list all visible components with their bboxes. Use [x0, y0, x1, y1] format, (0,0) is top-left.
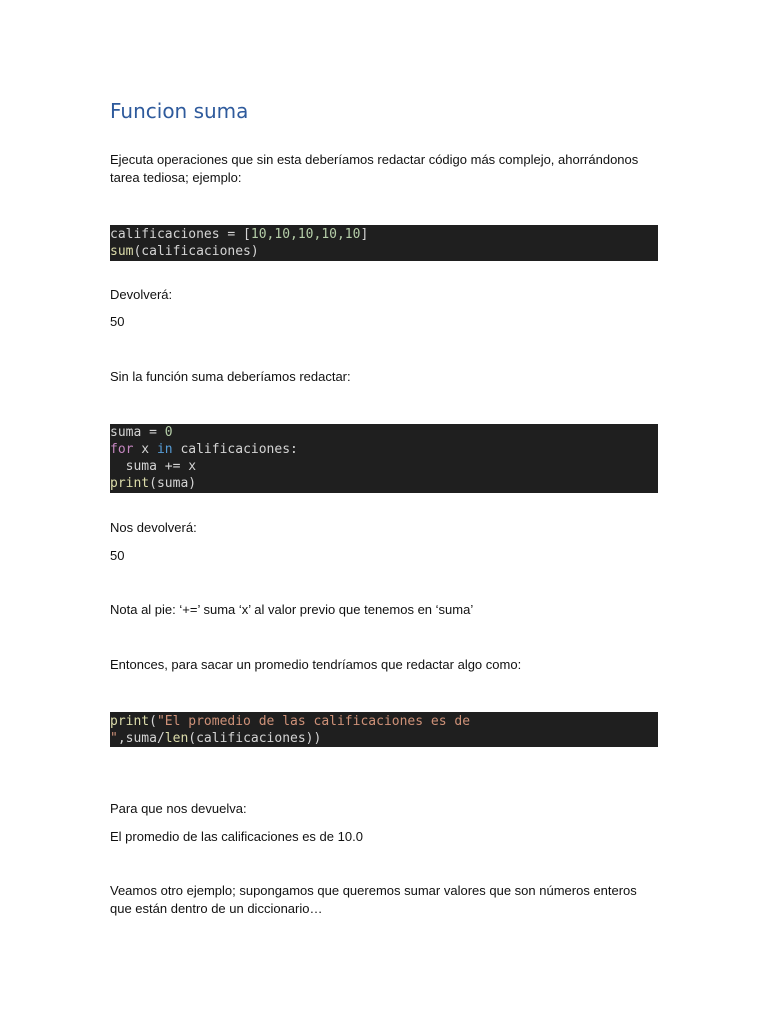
code-token: calificaciones — [110, 227, 220, 242]
intro-paragraph: Ejecuta operaciones que sin esta deberíamos redactar código más complejo, ahorrándonos tarea tediosa; ejemplo: — [110, 152, 639, 185]
code-token: len — [164, 731, 189, 746]
code-token: (calificaciones)) — [188, 731, 322, 746]
code-block-loop — [110, 424, 658, 493]
result-value: 50 — [110, 314, 125, 329]
code-token: sum — [110, 244, 134, 259]
code-token: suma = — [110, 425, 165, 440]
code-token: in — [156, 442, 173, 457]
code-token: ] — [360, 227, 369, 242]
code-token: 10,10,10,10,10 — [250, 227, 361, 242]
para-que-label: Para que nos devuelva: — [110, 801, 247, 816]
code-token: "El promedio de las calificaciones es de — [156, 714, 471, 729]
sin-funcion-paragraph: Sin la función suma deberíamos redactar: — [110, 369, 351, 384]
page-title: Funcion suma — [110, 99, 249, 123]
nos-devolvera-label: Nos devolverá: — [110, 520, 197, 535]
code-token: print — [110, 476, 150, 491]
footnote-paragraph: Nota al pie: ‘+=’ suma ‘x’ al valor previo que tenemos en ‘suma’ — [110, 602, 474, 617]
code-token: 0 — [164, 425, 173, 440]
code-token: " — [110, 731, 118, 746]
result-value: 50 — [110, 548, 125, 563]
code-token: suma += x — [110, 459, 197, 474]
entonces-paragraph: Entonces, para sacar un promedio tendríamos que redactar algo como: — [110, 657, 522, 672]
code-token: calificaciones: — [172, 442, 298, 457]
code-token: x — [133, 442, 157, 457]
code-token: (suma) — [149, 476, 197, 491]
code-block-sum — [110, 225, 658, 261]
veamos-paragraph: Veamos otro ejemplo; supongamos que queremos sumar valores que son números enteros que están dentro de un diccionario… — [110, 883, 637, 916]
result-value: El promedio de las calificaciones es de 10.0 — [110, 829, 363, 844]
code-token: (calificaciones) — [133, 244, 259, 259]
code-token: for — [110, 442, 134, 457]
code-block-average — [110, 712, 658, 747]
code-token: = [ — [219, 227, 251, 242]
devolvera-label: Devolverá: — [110, 287, 173, 302]
code-token: ( — [149, 714, 157, 729]
code-token: print — [110, 714, 150, 729]
code-token: ,suma/ — [117, 731, 165, 746]
